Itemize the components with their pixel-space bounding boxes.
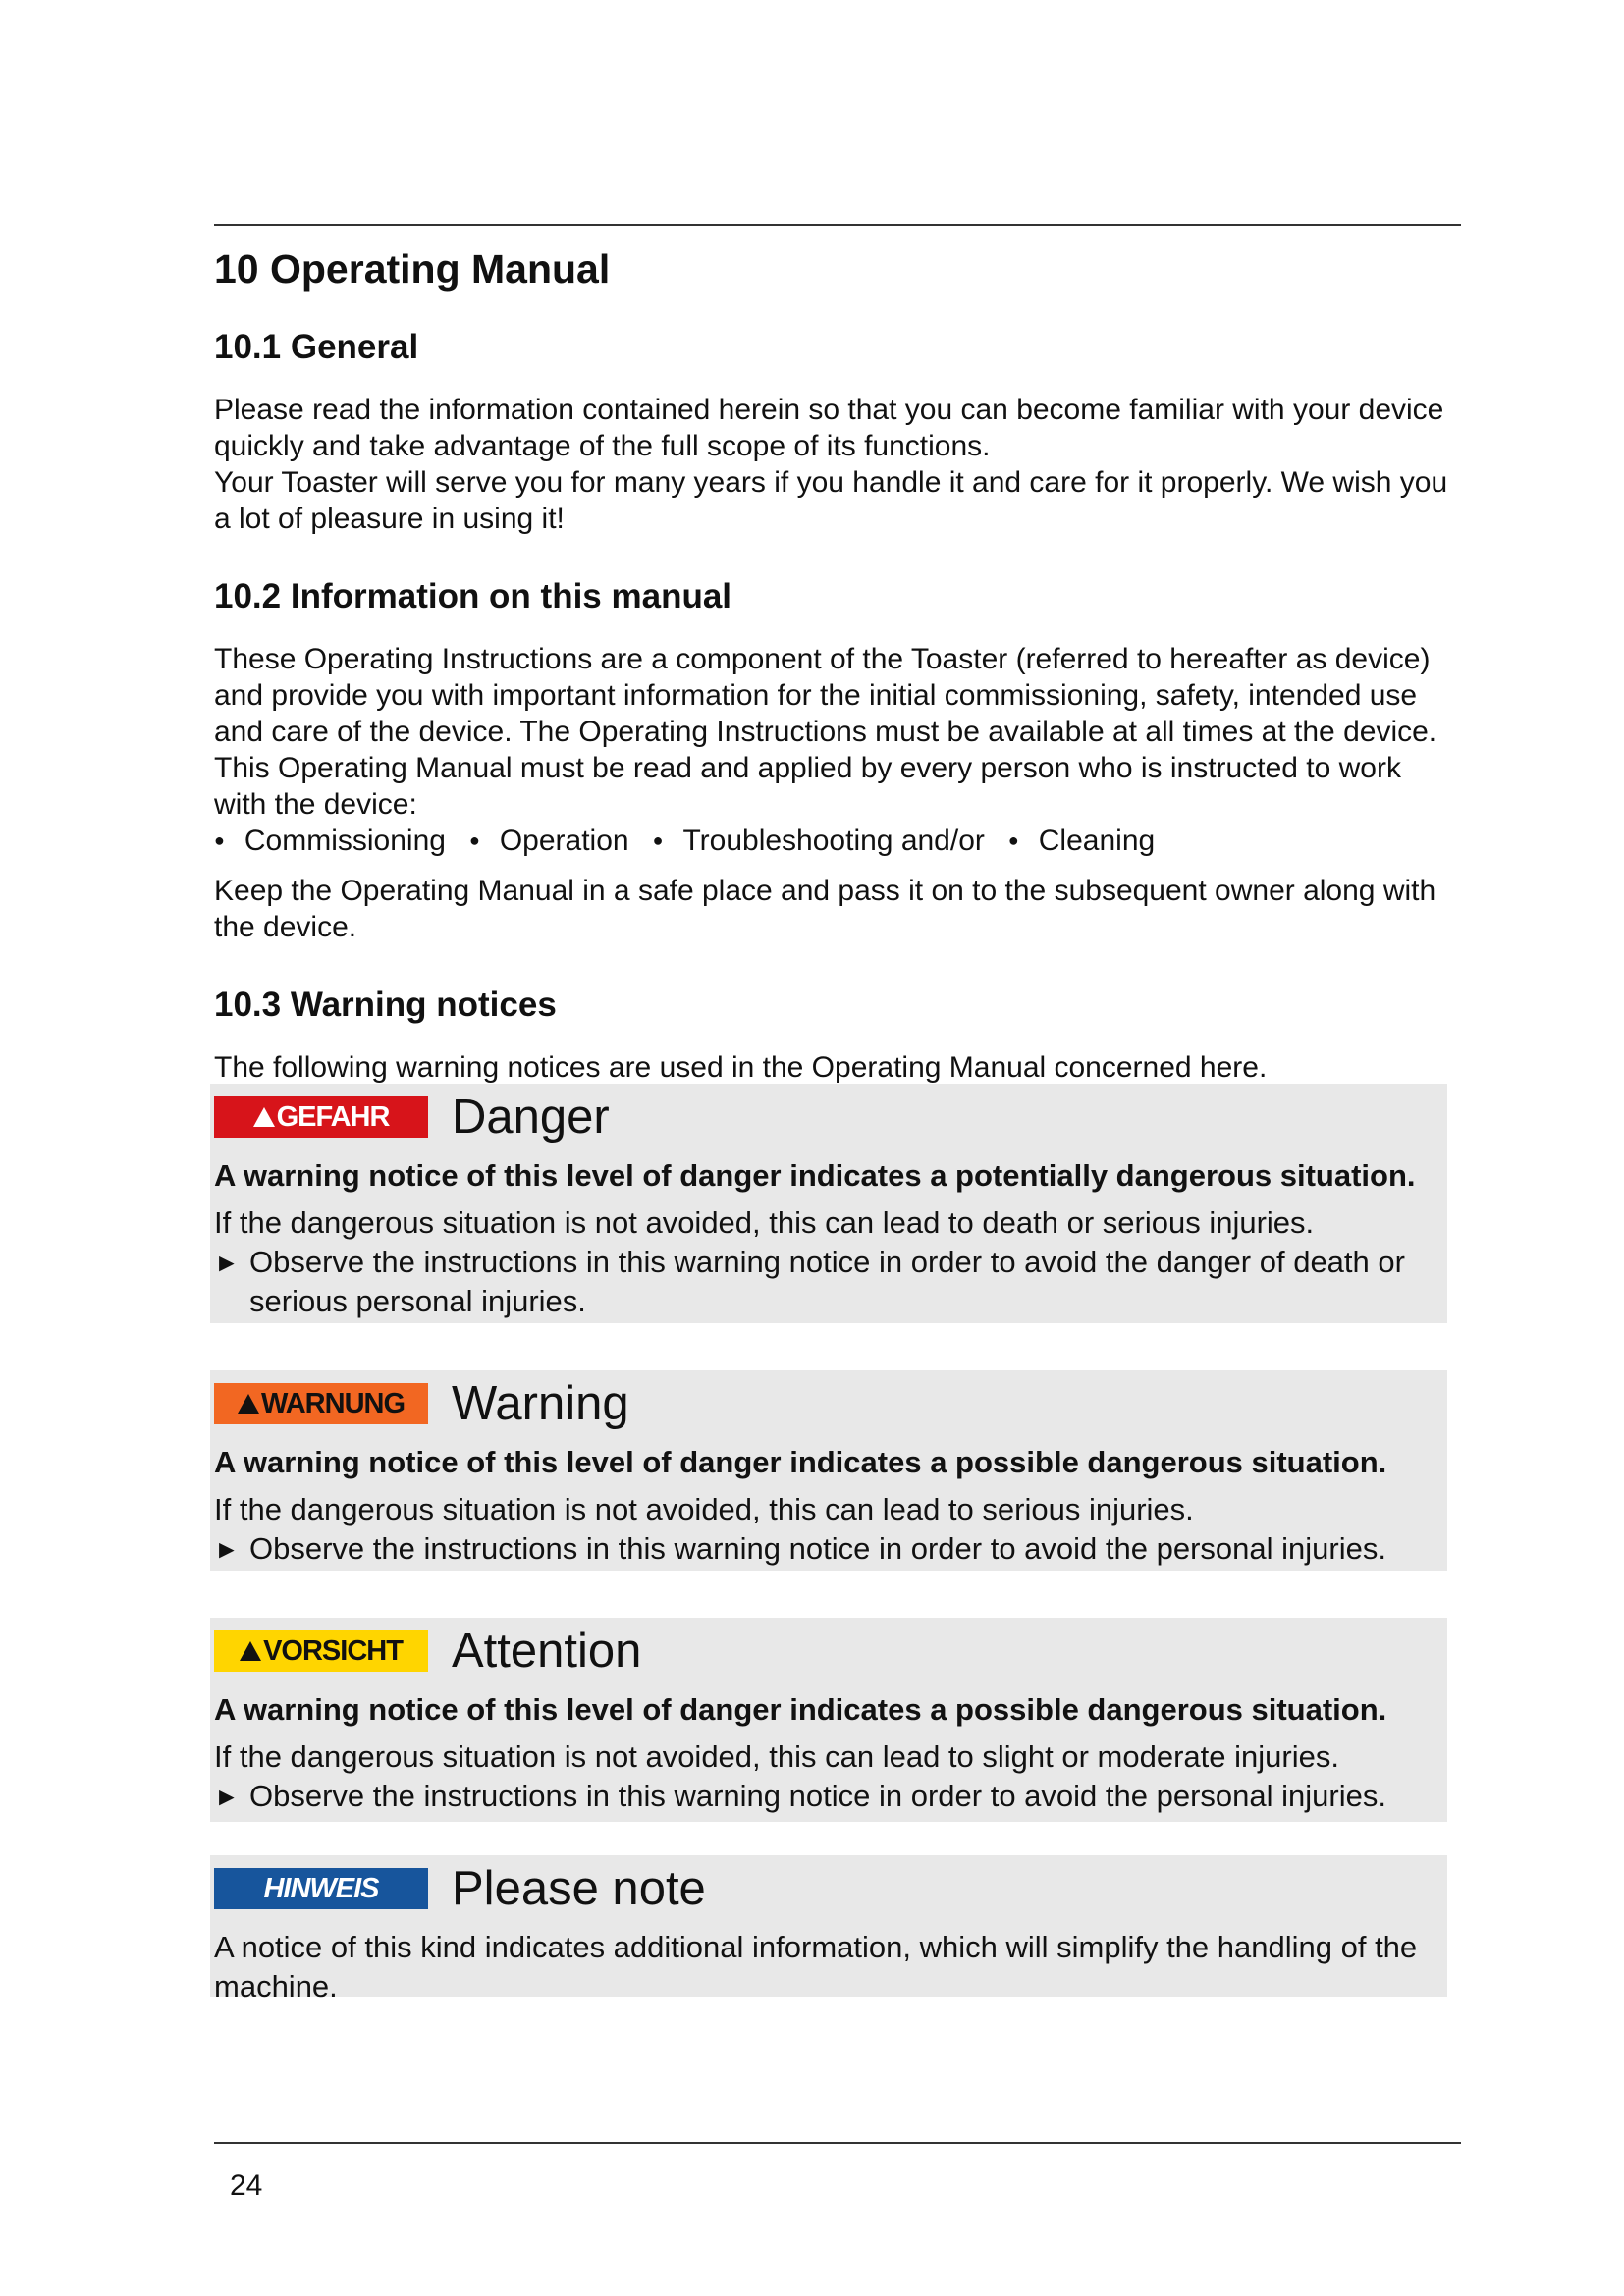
section-general — [214, 327, 1451, 537]
notice-danger-header — [210, 1088, 1447, 1147]
warning-triangle-icon — [238, 1394, 259, 1414]
section-information — [214, 576, 1451, 945]
warning-notices-intro: The following warning notices are used in the Operating Manual concerned here. — [214, 1051, 1268, 1085]
notice-please-note-text: A notice of this kind indicates additional information, which will simplify the handling of the machine. — [214, 1930, 1418, 2003]
arrow-right-icon: ► — [214, 1534, 240, 1564]
warning-triangle-icon — [240, 1641, 261, 1661]
notice-warning-title: Warning — [452, 1377, 629, 1430]
section-warning-notices — [214, 985, 1451, 1086]
main-content — [214, 245, 1451, 1125]
section-title-general: 10.1 General — [214, 328, 419, 367]
vorsicht-badge-label: VORSICHT — [263, 1634, 403, 1667]
list-item: ● Commissioning — [214, 823, 446, 859]
gefahr-badge — [214, 1096, 428, 1138]
task-list — [214, 823, 1451, 859]
footer-rule — [214, 2142, 1461, 2144]
notice-please-note-header — [210, 1859, 1447, 1918]
notice-warning-text: If the dangerous situation is not avoided, this can lead to serious injuries. — [214, 1492, 1194, 1526]
vorsicht-badge — [214, 1630, 428, 1672]
notice-attention-header — [210, 1622, 1447, 1681]
notice-attention-instruction — [210, 1777, 1447, 1816]
notice-attention-instruction-text: Observe the instructions in this warning notice in order to avoid the personal injuries. — [249, 1779, 1386, 1813]
information-paragraph-1: These Operating Instructions are a component of the Toaster (referred to hereafter as device) and provide you with important information for the initial commissioning, safety, intended use and care of the device. The Operating Instructions must be available at all times at the device. This Operating Manual must be read and applied by every person who is instructed to work with the device: — [214, 643, 1437, 822]
information-paragraph-2: Keep the Operating Manual in a safe place and pass it on to the subsequent owner along with the device. — [214, 875, 1436, 944]
list-item: ● Troubleshooting and/or — [653, 823, 985, 859]
notice-please-note-title: Please note — [452, 1862, 706, 1915]
warning-triangle-icon — [253, 1107, 275, 1127]
arrow-right-icon: ► — [214, 1248, 240, 1277]
notice-warning-header — [210, 1374, 1447, 1433]
notice-danger-text: If the dangerous situation is not avoided, this can lead to death or serious injuries. — [214, 1205, 1315, 1240]
hinweis-badge-label: HINWEIS — [263, 1872, 379, 1904]
notice-warning-instruction-text: Observe the instructions in this warning notice in order to avoid the personal injuries. — [249, 1531, 1386, 1566]
section-title-information: 10.2 Information on this manual — [214, 577, 732, 616]
general-paragraph-1: Please read the information contained herein so that you can become familiar with your device quickly and take advantage of the full scope of its functions. — [214, 394, 1444, 463]
list-item: ● Operation — [469, 823, 629, 859]
header-rule — [214, 224, 1461, 226]
arrow-right-icon: ► — [214, 1782, 240, 1811]
section-title-warning-notices: 10.3 Warning notices — [214, 986, 557, 1025]
notice-danger-instruction-text: Observe the instructions in this warning notice in order to avoid the danger of death or serious personal injuries. — [249, 1245, 1405, 1318]
gefahr-badge-label: GEFAHR — [276, 1100, 390, 1133]
list-item: ● Cleaning — [1008, 823, 1155, 859]
warnung-badge — [214, 1383, 428, 1424]
general-paragraph-2: Your Toaster will serve you for many years if you handle it and care for it properly. We wish you a lot of pleasure in using it! — [214, 466, 1448, 536]
notice-danger-instruction — [210, 1243, 1447, 1321]
notice-please-note — [210, 1855, 1447, 2003]
notice-attention-title: Attention — [452, 1625, 642, 1678]
notice-attention — [210, 1618, 1447, 1822]
notice-danger-title: Danger — [452, 1091, 610, 1144]
notice-attention-bold: A warning notice of this level of danger indicates a possible dangerous situation. — [214, 1692, 1387, 1727]
hinweis-badge — [214, 1868, 428, 1909]
notice-warning — [210, 1370, 1447, 1571]
notice-warning-instruction — [210, 1529, 1447, 1569]
chapter-title: 10 Operating Manual — [214, 246, 611, 292]
notice-danger — [210, 1084, 1447, 1323]
warnung-badge-label: WARNUNG — [260, 1387, 406, 1419]
notice-attention-text: If the dangerous situation is not avoided, this can lead to slight or moderate injuries. — [214, 1739, 1339, 1774]
notice-warning-bold: A warning notice of this level of danger indicates a possible dangerous situation. — [214, 1445, 1387, 1479]
notice-danger-bold: A warning notice of this level of danger indicates a potentially dangerous situation. — [214, 1158, 1416, 1193]
page-number: 24 — [230, 2169, 263, 2202]
